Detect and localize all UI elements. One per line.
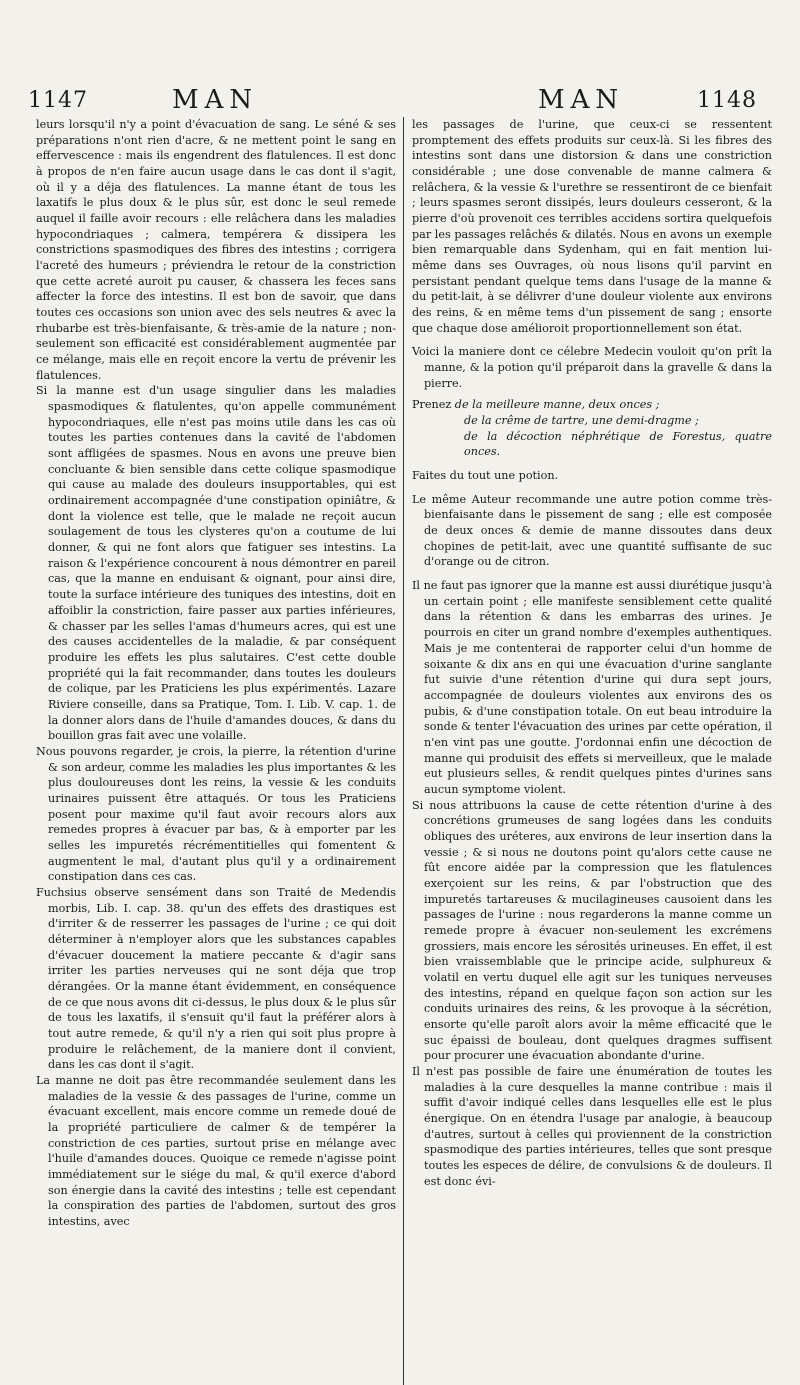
recipe-block [412,397,772,460]
paragraph: leurs lorsqu'il n'y a point d'évacuation de sang. Le séné & ses préparations n'ont rien d'acre, & ne mettent point le sang en effervescence : mais ils engendrent des flatulences. Il est donc à propos de n'en faire aucun usage dans le cas dont il s'agit, où il y a déja des flatulences. La manne étant de tous les laxatifs le plus doux & le plus sûr, est donc le seul remede auquel il faille avoir recours : elle relâchera dans les maladies hypocondriaques ; calmera, tempérera & dissipera les constrictions spasmodiques des fibres des intestins ; corrigera l'acreté des humeurs ; préviendra le retour de la constriction que cette acreté auroit pu causer, & chassera les feces sans affecter la force des intestins. Il est bon de savoir, que dans toutes ces occasions son union avec des sels neutres & avec la rhubarbe est très-bienfaisante, & très-amie de la nature ; non-seulement son efficacité est considérablement augmentée par ce mélange, mais elle en reçoit encore la vertu de prévenir les flatulences. [36,118,396,382]
paragraph: Faites du tout une potion. [412,469,559,483]
recipe-lead: Prenez [412,398,452,412]
running-head-right: MAN [538,85,625,115]
paragraph: Il ne faut pas ignorer que la manne est aussi diurétique jusqu'à un certain point ; elle manifeste sensiblement cette qualité dans la rétention & dans les embarras des urines. Je pourrois en citer un grand nombre d'exemples authentiques. Mais je me contenterai de rapporter celui d'un homme de soixante & dix ans en qui une évacuation d'urine sanglante fut suivie d'une rétention d'urine qui dura sept jours, accompagnée de douleurs violentes aux environs des os pubis, & d'une constipation totale. On eut beau introduire la sonde & tenter l'évacuation des urines par cette opération, il n'en vint pas une goutte. J'ordonnai enfin une décoction de manne qui produisit des effets si merveilleux, que le malade eut plusieurs selles, & rendit quelques pintes d'urines sans aucun symptome violent. [412,579,772,796]
running-head-left: MAN [172,85,259,115]
paragraph: Fuchsius observe sensément dans son Traité de Medendis morbis, Lib. I. cap. 38. qu'un des effets des drastiques est d'irriter & de resserrer les passages de l'urine ; ce qui doit déterminer à n'employer alors que les substances capables d'évacuer doucement la matiere peccante & d'agir sans irriter les parties nerveuses qui ne sont déja que trop dérangées. Or la manne étant évidemment, en conséquence de ce que nous avons dit ci-dessus, le plus doux & le plus sûr de tous les laxatifs, il s'ensuit qu'il faut la préférer alors à tout autre remede, & qu'il n'y a rien qui soit plus propre à produire le relâchement, de la maniere dont il convient, dans les cas dont il s'agit. [36,885,396,1072]
page-number-right: 1148 [697,88,757,113]
page-header [0,85,800,119]
paragraph: Le même Auteur recommande une autre potion comme très-bienfaisante dans le pissement de sang ; elle est composée de deux onces & demie de manne dissoutes dans deux chopines de petit-lait, avec une quantité suffisante de suc d'orange ou de citron. [412,492,772,569]
page-number-left: 1147 [28,88,88,113]
recipe-ingredient: de la meilleure manne, deux onces ; [454,398,660,412]
right-column [412,117,772,1189]
column-divider [403,117,404,1385]
recipe-line [412,397,772,413]
paragraph: La manne ne doit pas être recommandée seulement dans les maladies de la vessie & des passages de l'urine, comme un évacuant excellent, mais encore comme un remede doué de la propriété particuliere de calmer & de tempérer la constriction de ces parties, surtout prise en mélange avec l'huile d'amandes douces. Quoique ce remede n'agisse point immédiatement sur le siége du mal, & qu'il exerce d'abord son énergie dans la cavité des intestins ; telle est cependant la conspiration des parties de l'abdomen, surtout des gros intestins, avec [36,1073,396,1229]
paragraph: Si la manne est d'un usage singulier dans les maladies spasmodiques & flatulentes, qu'on appelle communément hypocondriaques, elle n'est pas moins utile dans les cas où toutes les parties contenues dans la cavité de l'abdomen sont affligées de spasmes. Nous en avons une preuve bien concluante & bien sensible dans cette colique spasmodique qui cause au malade des douleurs insupportables, qui est ordinairement accompagnée d'une constipation opiniâtre, & dont la violence est telle, que le malade ne reçoit aucun soulagement de tous les clysteres qu'on a coutume de lui donner, & qui ne font alors que fatiguer ses intestins. La raison & l'expérience concourent à nous démontrer en pareil cas, que la manne en enduisant & oignant, pour ainsi dire, toute la surface intérieure des tuniques des intestins, doit en affoiblir la constriction, faire passer aux parties inférieures, & chasser par les selles l'amas d'humeurs acres, qui est une des causes accidentelles de la maladie, & par conséquent produire les effets les plus salutaires. C'est cette double propriété qui la fait recommander, dans toutes les douleurs de colique, par les Praticiens les plus expérimentés. Lazare Riviere conseille, dans sa Pratique, Tom. I. Lib. V. cap. 1. de la donner alors dans de l'huile d'amandes douces, & dans du bouillon gras fait avec une volaille. [36,384,396,743]
paragraph: Voici la maniere dont ce célebre Medecin vouloit qu'on prît la manne, & la potion qu'il préparoit dans la gravelle & dans la pierre. [412,345,772,390]
recipe-ingredient: de la décoction néphrétique de Forestus, quatre onces. [464,429,772,459]
paragraph: les passages de l'urine, que ceux-ci se ressentent promptement des effets produits sur ceux-là. Si les fibres des intestins sont dans une distorsion & dans une constriction considérable ; une dose convenable de manne calmera & relâchera, & la vessie & l'urethre se ressentiront de ce bienfait ; leurs spasmes seront dissipés, leurs douleurs cesseront, & la pierre d'où provenoit ces terribles accidens sortira quelquefois par les passages relâchés & dilatés. Nous en avons un exemple bien remarquable dans Sydenham, qui en fait mention lui-même dans ses Ouvrages, où nous lisons qu'il parvint en persistant pendant quelque tems dans l'usage de la manne & du petit-lait, à se délivrer d'une douleur violente aux environs des reins, & en même tems d'un pissement de sang ; ensorte que chaque dose amélioroit proportionnellement son état. [412,118,772,335]
paragraph: Il n'est pas possible de faire une énumération de toutes les maladies à la cure desquelles la manne contribue : mais il suffit d'avoir indiqué celles dans lesquelles elle est le plus énergique. On en étendra l'usage par analogie, à beaucoup d'autres, surtout à celles qui proviennent de la constriction spasmodique des parties intérieures, telles que sont presque toutes les especes de délire, de convulsions & de douleurs. Il est donc évi- [412,1064,772,1188]
paragraph: Nous pouvons regarder, je crois, la pierre, la rétention d'urine & son ardeur, comme les maladies les plus importantes & les plus douloureuses dont les reins, la vessie & les conduits urinaires puissent être attaqués. Or tous les Praticiens posent pour maxime qu'il faut avoir recours alors aux remedes propres à évacuer par bas, & à emporter par les selles les impuretés récrémentitielles qui fomentent & augmentent le mal, d'autant plus qu'il y a ordinairement constipation dans ces cas. [36,744,396,884]
left-column [36,117,396,1230]
paragraph: Si nous attribuons la cause de cette rétention d'urine à des concrétions grumeuses de sang logées dans les conduits obliques des uréteres, aux environs de leur insertion dans la vessie ; & si nous ne doutons point qu'alors cette cause ne fût encore aidée par la compression que les flatulences exerçoient sur les reins, & par l'obstruction que des impuretés tartareuses & mucilagineuses causoient dans les passages de l'urine : nous regarderons la manne comme un remede propre à évacuer non-seulement les excrémens grossiers, mais encore les sérosités urineuses. En effet, il est bien vraissemblable que le principe acide, sulphureux & volatil en vertu duquel elle agit sur les tuniques nerveuses des intestins, répand en quelque façon son action sur les conduits urinaires des reins, & les provoque à la sécrétion, ensorte qu'elle paroît alors avoir la même efficacité que le suc épaissi de bouleau, dont quelques dragmes suffisent pour procurer une évacuation abondante d'urine. [412,798,772,1063]
recipe-ingredient: de la crême de tartre, une demi-dragme ; [464,414,699,428]
